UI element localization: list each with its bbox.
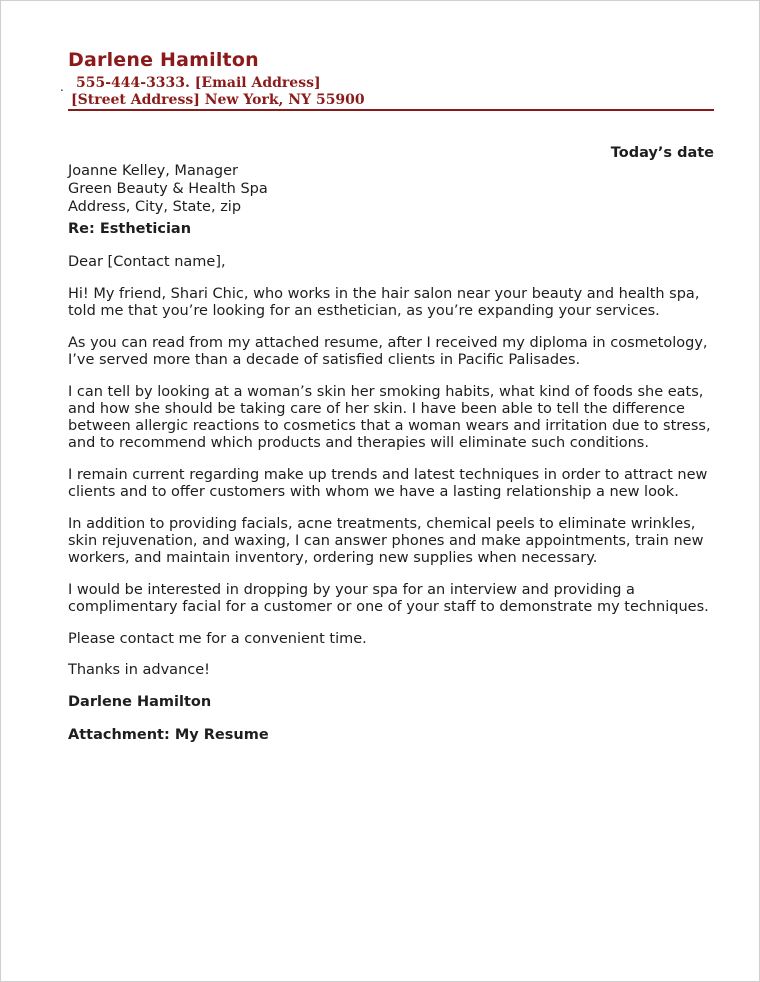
closing: Thanks in advance! — [68, 662, 210, 679]
sender-contact-line: 555-444-3333. [Email Address] — [76, 75, 321, 91]
paragraph: As you can read from my attached resume, after I received my diploma in cosmetology, I’ve served more than a decade of satisfied clients in Pacific Palisades. — [68, 334, 708, 368]
letter-body — [68, 254, 718, 761]
signature: Darlene Hamilton — [68, 694, 212, 711]
paragraph: I remain current regarding make up trends and latest techniques in order to attract new clients and to offer customers with whom we have a lasting relationship a new look. — [68, 466, 708, 501]
paragraph: Hi! My friend, Shari Chic, who works in the hair salon near your beauty and health spa, told me that you’re looking for an esthetician, as you’re expanding your services. — [68, 285, 700, 319]
subject-line: Re: Esthetician — [68, 221, 192, 237]
recipient-name: Joanne Kelley, Manager — [68, 163, 238, 179]
letter-date: Today’s date — [610, 145, 714, 161]
recipient-block — [68, 162, 268, 216]
recipient-company: Green Beauty & Health Spa — [68, 181, 268, 197]
header-rule — [68, 109, 714, 111]
bullet-mark: . — [60, 80, 64, 94]
salutation: Dear [Contact name], — [68, 254, 226, 270]
paragraph: Please contact me for a convenient time. — [68, 630, 367, 647]
paragraph: I would be interested in dropping by your spa for an interview and providing a complimentary facial for a customer or one of your staff to demonstrate my techniques. — [68, 581, 709, 616]
sender-name: Darlene Hamilton — [68, 49, 259, 71]
paragraph: In addition to providing facials, acne treatments, chemical peels to eliminate wrinkles, skin rejuvenation, and waxing, I can answer phones and make appointments, train new workers, and maintain inventory, ordering new supplies when necessary. — [68, 515, 704, 567]
recipient-address: Address, City, State, zip — [68, 199, 242, 215]
sender-address-line: [Street Address] New York, NY 55900 — [71, 92, 365, 108]
attachment-note: Attachment: My Resume — [68, 727, 269, 744]
paragraph: I can tell by looking at a woman’s skin her smoking habits, what kind of foods she eats, and how she should be taking care of her skin. I have been able to tell the difference between allergic reactions to cosmetics that a woman wears and irritation due to stress, and to recommend which products and therapies will eliminate such conditions. — [68, 383, 711, 452]
